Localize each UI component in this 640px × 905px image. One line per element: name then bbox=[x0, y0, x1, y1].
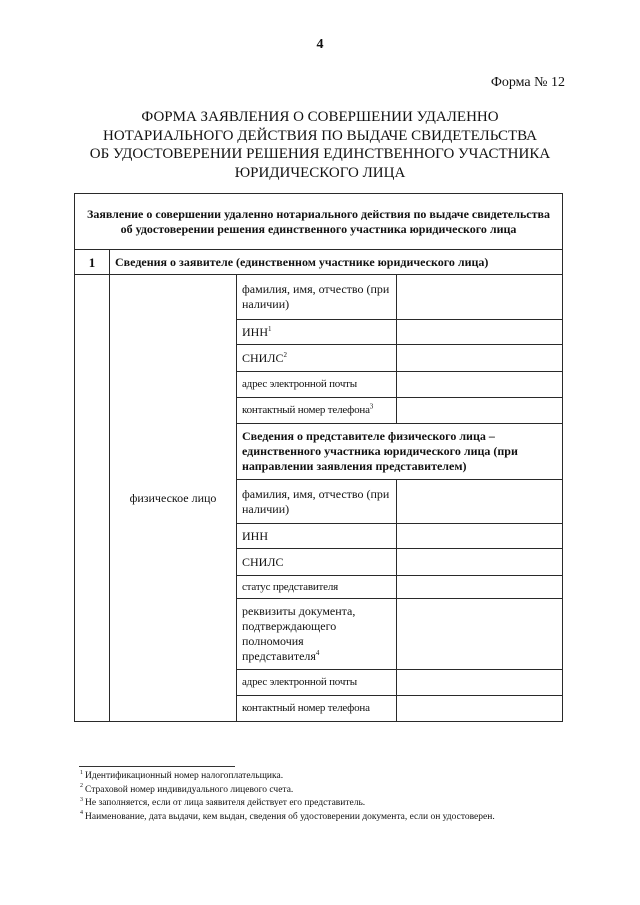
applicant-inn-field[interactable] bbox=[397, 320, 563, 345]
application-form-table bbox=[74, 193, 563, 722]
field-label: СНИЛС$^2$ bbox=[237, 345, 397, 372]
representative-email-field[interactable] bbox=[397, 670, 563, 696]
footnote: $^3$ Не заполняется, если от лица заявителя действует его представитель. bbox=[80, 796, 366, 808]
applicant-full-name-field[interactable] bbox=[397, 275, 563, 320]
category-label: физическое лицо bbox=[110, 275, 237, 722]
table-header: Заявление о совершении удаленно нотариального действия по выдаче свидетельства об удостоверении решения единственного участника юридического лица bbox=[75, 194, 563, 250]
field-label: ИНН bbox=[237, 524, 397, 549]
representative-heading: Сведения о представителе физического лица – единственного участника юридического лица (при направлении заявления представителем) bbox=[237, 424, 563, 480]
footnote: $^4$ Наименование, дата выдачи, кем выдан, сведения об удостоверении документа, если он удостоверен. bbox=[80, 810, 495, 822]
field-label: фамилия, имя, отчество (при наличии) bbox=[237, 275, 397, 320]
table-header-row bbox=[75, 194, 563, 250]
footnote-ref[interactable]: 3 bbox=[369, 402, 374, 411]
representative-inn-field[interactable] bbox=[397, 524, 563, 549]
field-label: контактный номер телефона bbox=[237, 696, 397, 722]
footnotes bbox=[80, 770, 580, 824]
number-column-blank bbox=[75, 275, 110, 722]
field-label: адрес электронной почты bbox=[237, 670, 397, 696]
representative-snils-field[interactable] bbox=[397, 549, 563, 576]
title-line: НОТАРИАЛЬНОГО ДЕЙСТВИЯ ПО ВЫДАЧЕ СВИДЕТЕЛЬСТВА bbox=[102, 127, 538, 144]
representative-authority-document-field[interactable] bbox=[397, 599, 563, 670]
section-title: Сведения о заявителе (единственном участнике юридического лица) bbox=[110, 250, 563, 275]
section-number: 1 bbox=[75, 250, 110, 275]
footnote-separator bbox=[79, 766, 235, 767]
section-row bbox=[75, 250, 563, 275]
applicant-phone-field[interactable] bbox=[397, 398, 563, 424]
field-label: реквизиты документа, подтверждающего полномочия представителя$^4$ bbox=[237, 599, 397, 670]
field-label: контактный номер телефона$^3$ bbox=[237, 398, 397, 424]
applicant-snils-field[interactable] bbox=[397, 345, 563, 372]
title-line: ЮРИДИЧЕСКОГО ЛИЦА bbox=[234, 165, 406, 182]
footnote: $^2$ Страховой номер индивидуального лицевого счета. bbox=[80, 783, 294, 795]
footnote-ref[interactable]: 1 bbox=[268, 324, 272, 333]
applicant-email-field[interactable] bbox=[397, 372, 563, 398]
title-line: ФОРМА ЗАЯВЛЕНИЯ О СОВЕРШЕНИИ УДАЛЕННО bbox=[141, 109, 499, 125]
representative-phone-field[interactable] bbox=[397, 696, 563, 722]
representative-status-field[interactable] bbox=[397, 576, 563, 599]
footnote-ref[interactable]: 4 bbox=[315, 649, 320, 657]
field-label: фамилия, имя, отчество (при наличии) bbox=[237, 480, 397, 524]
footnote-ref[interactable]: 2 bbox=[283, 350, 287, 359]
field-label: адрес электронной почты bbox=[237, 372, 397, 398]
form-number: Форма № 12 bbox=[490, 75, 565, 90]
footnote: $^1$ Идентификационный номер налогоплательщика. bbox=[80, 769, 284, 781]
field-label: статус представителя bbox=[237, 576, 397, 599]
page-number: 4 bbox=[316, 37, 324, 52]
field-label: ИНН$^1$ bbox=[237, 320, 397, 345]
representative-full-name-field[interactable] bbox=[397, 480, 563, 524]
title-line: ОБ УДОСТОВЕРЕНИИ РЕШЕНИЯ ЕДИНСТВЕННОГО УЧАСТНИКА bbox=[89, 146, 551, 163]
table-row bbox=[75, 275, 563, 320]
document-title bbox=[60, 108, 580, 183]
field-label: СНИЛС bbox=[237, 549, 397, 576]
